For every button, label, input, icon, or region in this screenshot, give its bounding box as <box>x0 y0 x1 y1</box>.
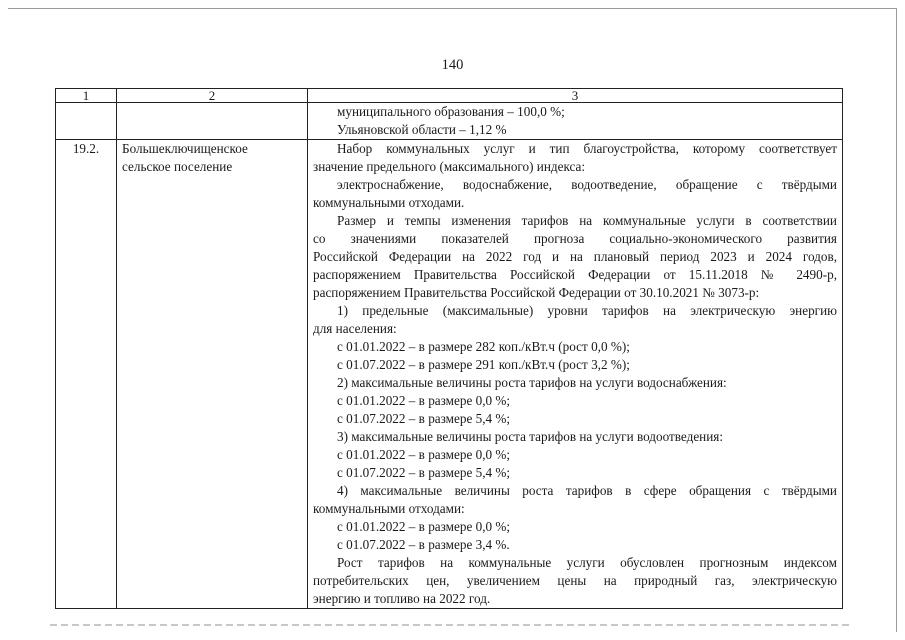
continued-cell-number <box>56 103 117 140</box>
row-19-2 <box>56 140 843 609</box>
row-description <box>308 140 843 609</box>
sewage-jan: с 01.01.2022 – в размере 0,0 %; <box>337 447 511 462</box>
continued-line-2: Ульяновской области – 1,12 % <box>337 122 507 137</box>
water-supply-jul: с 01.07.2022 – в размере 5,4 %; <box>337 411 511 426</box>
p3-mid-2: Российской Федерации на 2022 год и на плановый период 2023 и 2024 годов, <box>313 249 837 264</box>
electricity-rate-jan: с 01.01.2022 – в размере 282 коп./кВт.ч (рост 0,0 %); <box>337 339 630 354</box>
continued-cell-text <box>308 103 843 140</box>
p6-mid-1: потребительских цен, увеличением цены на природный газ, электрическую <box>313 573 837 588</box>
p5-last: коммунальными отходами: <box>313 501 465 516</box>
sewage-heading: 3) максимальные величины роста тарифов на услуги водоотведения: <box>337 429 724 444</box>
p4-last: для населения: <box>313 321 397 336</box>
scan-border-right <box>896 8 897 632</box>
continued-line-1: муниципального образования – 100,0 %; <box>337 104 565 119</box>
p3-last: распоряжением Правительства Российской Федерации от 30.10.2021 № 3073-р: <box>313 285 760 300</box>
p2-last: коммунальными отходами. <box>313 195 465 210</box>
p3-mid-3: распоряжением Правительства Российской Федерации от 15.11.2018 № 2490-р, <box>313 267 837 282</box>
page-number: 140 <box>441 57 464 73</box>
row-name <box>117 140 308 609</box>
p1-last: значение предельного (максимального) индекса: <box>313 159 586 174</box>
waste-jul: с 01.07.2022 – в размере 3,4 %. <box>337 537 510 552</box>
sewage-jul: с 01.07.2022 – в размере 5,4 %; <box>337 465 511 480</box>
row-number-text: 19.2. <box>72 141 100 156</box>
waste-jan: с 01.01.2022 – в размере 0,0 %; <box>337 519 511 534</box>
header-col-3: 3 <box>308 89 843 103</box>
p1-first: Набор коммунальных услуг и тип благоустройства, которому соответствует <box>337 141 837 156</box>
row-number <box>56 140 117 609</box>
water-supply-jan: с 01.01.2022 – в размере 0,0 %; <box>337 393 511 408</box>
electricity-rate-jul: с 01.07.2022 – в размере 291 коп./кВт.ч (рост 3,2 %); <box>337 357 630 372</box>
p4-first: 1) предельные (максимальные) уровни тарифов на электрическую энергию <box>337 303 837 318</box>
tariff-table <box>55 88 843 609</box>
scan-border-top <box>8 8 897 9</box>
p6-last: энергию и топливо на 2022 год. <box>313 591 491 606</box>
continued-row <box>56 103 843 140</box>
row-name-line-2: сельское поселение <box>122 159 233 174</box>
p3-mid-1: со значениями показателей прогноза социально-экономического развития <box>313 231 837 246</box>
p2-first: электроснабжение, водоснабжение, водоотведение, обращение с твёрдыми <box>337 177 837 192</box>
continued-cell-name <box>117 103 308 140</box>
header-col-1: 1 <box>56 89 117 103</box>
water-supply-heading: 2) максимальные величины роста тарифов на услуги водоснабжения: <box>337 375 727 390</box>
p5-first: 4) максимальные величины роста тарифов в сфере обращения с твёрдыми <box>337 483 837 498</box>
scan-footer-noise <box>50 624 850 626</box>
p3-first: Размер и темпы изменения тарифов на коммунальные услуги в соответствии <box>337 213 837 228</box>
row-name-line-1: Большеключищенское <box>122 141 248 156</box>
header-col-2: 2 <box>117 89 308 103</box>
table-header-row <box>56 89 843 103</box>
p6-first: Рост тарифов на коммунальные услуги обусловлен прогнозным индексом <box>337 555 837 570</box>
